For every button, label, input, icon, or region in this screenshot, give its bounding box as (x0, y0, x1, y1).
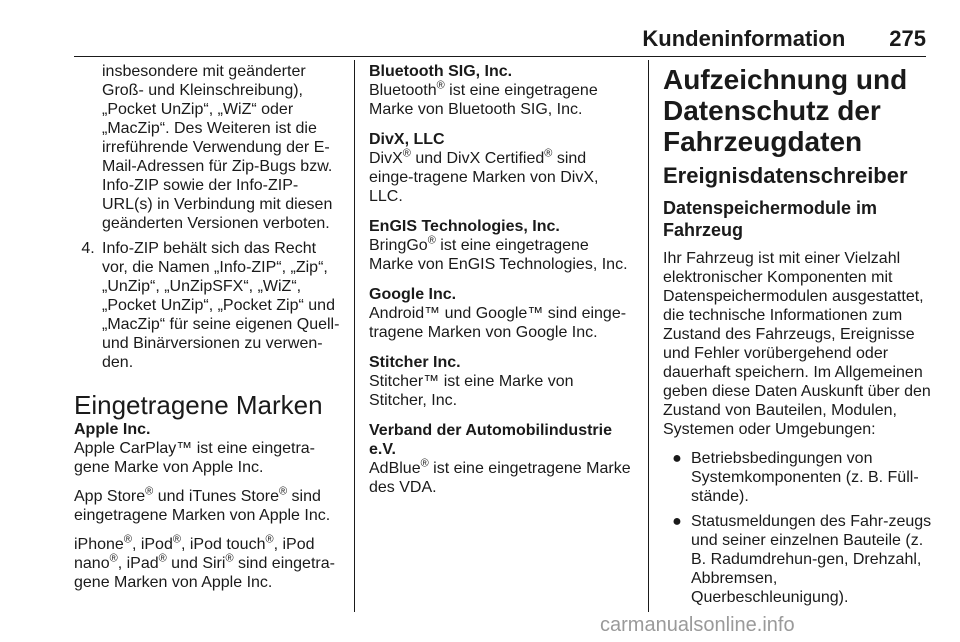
text-run: und DivX Certified (410, 150, 545, 167)
registered-mark: ® (225, 552, 234, 565)
text-run: iPhone (74, 536, 124, 553)
section-heading: Eingetragene Marken (74, 390, 323, 420)
text-line: URL(s) in Verbindung mit diesen (102, 196, 333, 213)
subsection-heading: Datenspeichermodule im Fahrzeug (663, 198, 878, 240)
watermark: carmanualsonline.info (600, 614, 795, 636)
trademark-block-engis (369, 217, 635, 274)
text-line: Mail-Adressen für Zip-Bugs bzw. (102, 158, 333, 175)
section-heading: Ereignisdatenschreiber (663, 163, 908, 188)
text-line: „Pocket UnZip“, „Pocket Zip“ und (102, 297, 335, 314)
list-number: 4. (81, 240, 95, 257)
text-line: „MacZip“. Des Weiteren ist die (102, 120, 317, 137)
apple-carplay-text: Apple CarPlay™ ist eine eingetra-gene Marke von Apple Inc. (74, 440, 316, 476)
company-title: Stitcher Inc. (369, 354, 461, 371)
column-3 (663, 62, 933, 607)
text-line: geänderten Versionen verboten. (102, 215, 330, 232)
trademark-block-divx (369, 130, 635, 206)
text-run: , iPod (131, 536, 173, 553)
column-divider-1 (354, 60, 355, 612)
chapter-heading: Aufzeichnung und Datenschutz der Fahrzeugdaten (663, 64, 908, 157)
text-line: „Pocket UnZip“, „WiZ“ oder (102, 101, 294, 118)
text-run: ist eine eingetragene Marke von Bluetooth SIG, Inc. (369, 82, 598, 118)
text-run: , iPod touch (180, 536, 266, 553)
registered-mark: ® (544, 147, 553, 160)
list-item-text (102, 239, 339, 372)
intro-paragraph: Ihr Fahrzeug ist mit einer Vielzahl elektronischer Komponenten mit Datenspeichermodulen ausgestattet, die technische Informationen zum Zustand des Fahrzeugs, Ereignisse und Fehler vorübergehend oder dauerhaft speichern. Im Allgemeinen geben diese Daten Auskunft über den Zustand von Bauteilen, Modulen, Systemen oder Umgebungen: (663, 250, 931, 438)
company-title: Bluetooth SIG, Inc. (369, 63, 513, 80)
text-run: DivX (369, 150, 403, 167)
company-title: EnGIS Technologies, Inc. (369, 218, 560, 235)
text-run: , iPod nano (74, 536, 315, 572)
text-run: sind eingetragene Marken von Apple Inc. (74, 488, 331, 524)
registered-mark: ® (158, 552, 167, 565)
trademark-block-google (369, 285, 635, 342)
text-run: und Siri (166, 555, 226, 572)
trademark-block-stitcher (369, 353, 635, 410)
text-run: App Store (74, 488, 146, 505)
continued-item-text (74, 62, 346, 233)
text-run: , iPad (117, 555, 159, 572)
text-line: irreführende Verwendung der E- (102, 139, 330, 156)
text-line: und Binärversionen zu verwen- (102, 335, 323, 352)
registered-mark: ® (172, 533, 181, 546)
registered-mark: ® (278, 485, 288, 498)
trademark-block-vda (369, 421, 635, 497)
bullet-item (663, 449, 933, 506)
text-line: Info-ZIP behält sich das Recht (102, 240, 317, 257)
text-run: BringGo (369, 237, 428, 254)
header-title: Kundeninformation (642, 26, 846, 51)
text-run: Bluetooth (369, 82, 437, 99)
text-run: sind eingetra-gene Marken von Apple Inc. (74, 555, 335, 591)
text-line: Info-ZIP sowie der Info-ZIP- (102, 177, 299, 194)
text-line: vor, die Namen „Info-ZIP“, „Zip“, (102, 259, 328, 276)
bullet-item (663, 512, 933, 607)
page-header (642, 26, 926, 52)
text-run: sind einge-tragene Marken von DivX, LLC. (369, 150, 599, 205)
text-line: den. (102, 354, 134, 371)
registered-mark: ® (420, 457, 429, 470)
text-run: Stitcher™ ist eine Marke von Stitcher, Inc. (369, 373, 574, 409)
bullet-text: Statusmeldungen des Fahr-zeugs und seiner einzelnen Bauteile (z. B. Radumdrehun-gen, Drehzahl, Abbremsen, Querbeschleunigung). (691, 513, 932, 606)
text-line: „UnZip“, „UnZipSFX“, „WiZ“, (102, 278, 302, 295)
column-2 (369, 62, 635, 508)
text-run: ist eine eingetragene Marke von EnGIS Technologies, Inc. (369, 237, 628, 273)
company-title: DivX, LLC (369, 131, 445, 148)
registered-mark: ® (402, 147, 411, 160)
bullet-icon: ● (672, 513, 682, 530)
registered-mark: ® (265, 533, 274, 546)
text-run: ist eine eingetragene Marke des VDA. (369, 460, 631, 496)
page-number: 275 (889, 26, 926, 51)
text-line: Groß- und Kleinschreibung), (102, 82, 303, 99)
text-line: „MacZip“ für seine eigenen Quell- (102, 316, 340, 333)
registered-mark: ® (109, 552, 118, 565)
registered-mark: ® (436, 79, 445, 92)
company-title: Verband der Automobilindustrie e.V. (369, 422, 612, 458)
bullet-icon: ● (672, 450, 682, 467)
text-line: insbesondere mit geänderter (102, 63, 306, 80)
column-1 (74, 62, 346, 602)
company-title: Google Inc. (369, 286, 457, 303)
list-item-4 (74, 239, 346, 372)
text-run: AdBlue (369, 460, 421, 477)
text-run: und iTunes Store (153, 488, 279, 505)
text-run: Android™ und Google™ sind einge-tragene Marken von Google Inc. (369, 305, 627, 341)
company-title-apple: Apple Inc. (74, 421, 151, 438)
app-store-text (74, 487, 346, 525)
registered-mark: ® (145, 485, 154, 498)
iphone-text (74, 535, 346, 592)
bullet-text: Betriebsbedingungen von Systemkomponenten (z. B. Füll-stände). (691, 450, 919, 505)
registered-mark: ® (123, 533, 132, 546)
header-rule (74, 56, 926, 57)
trademark-block-bluetooth (369, 62, 635, 119)
registered-mark: ® (427, 234, 436, 247)
column-divider-2 (648, 60, 649, 612)
